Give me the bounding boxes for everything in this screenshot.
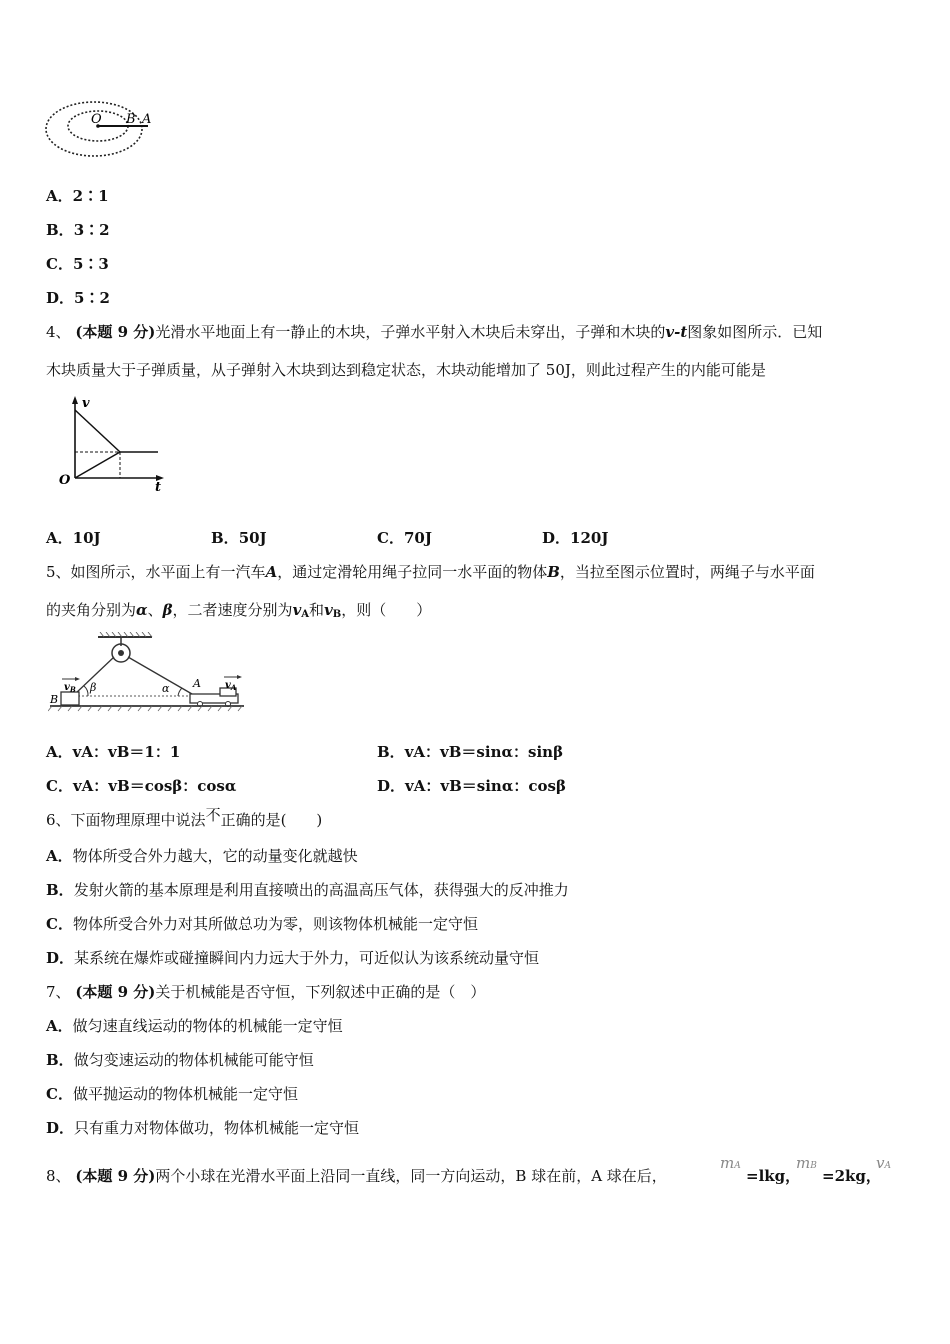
q3-option-d: D．5∶2 bbox=[46, 289, 110, 307]
q6-option-a: A．物体所受合外力越大，它的动量变化就越快 bbox=[46, 847, 358, 865]
q3-option-b: B．3∶2 bbox=[46, 221, 110, 239]
vt-graph bbox=[56, 394, 168, 494]
q8-velocity-a-symbol: vA bbox=[876, 1154, 891, 1172]
label-alpha: α bbox=[162, 682, 170, 695]
q8-mass-b-value: =2kg， bbox=[822, 1167, 881, 1185]
q7-option-c: C．做平抛运动的物体机械能一定守恒 bbox=[46, 1085, 298, 1103]
q4-option-a: A．10J bbox=[46, 529, 101, 547]
q7-option-b: B．做匀变速运动的物体机械能可能守恒 bbox=[46, 1051, 314, 1069]
q6-option-b: B．发射火箭的基本原理是利用直接喷出的高温高压气体，获得强大的反冲推力 bbox=[46, 881, 569, 899]
q5-option-a: A．vA：vB＝1：1 bbox=[46, 743, 181, 761]
q7-option-a: A．做匀速直线运动的物体的机械能一定守恒 bbox=[46, 1017, 343, 1035]
q5-option-b: B．vA：vB＝sinα：sinβ bbox=[377, 743, 564, 761]
origin-label: O bbox=[59, 473, 71, 488]
q8-mass-a-value: =lkg， bbox=[746, 1167, 801, 1185]
q4-stem-line1: 4、 (本题 9 分)光滑水平地面上有一静止的木块，子弹水平射入木块后未穿出，子弹和木块的v-t图象如图所示．已知 bbox=[46, 323, 823, 341]
q5-stem-line1: 5、如图所示，水平面上有一汽车A，通过定滑轮用绳子拉同一水平面的物体B，当拉至图示位置时，两绳子与水平面 bbox=[46, 563, 815, 581]
pulley-figure bbox=[48, 632, 248, 718]
orbit-figure bbox=[44, 100, 156, 160]
q7-option-d: D．只有重力对物体做功，物体机械能一定守恒 bbox=[46, 1119, 360, 1137]
label-va: $v_A$ bbox=[225, 680, 237, 692]
label-o: O bbox=[91, 112, 102, 127]
label-vb: $v_B$ bbox=[64, 682, 76, 694]
q6-option-c: C．物体所受合外力对其所做总功为零，则该物体机械能一定守恒 bbox=[46, 915, 478, 933]
q5-option-c: C．vA：vB＝cosβ：cosα bbox=[46, 777, 237, 795]
q6-stem: 6、下面物理原理中说法不正确的是( ) bbox=[46, 806, 323, 829]
axis-label-t: t bbox=[155, 480, 162, 494]
label-a: A bbox=[193, 677, 201, 690]
q4-stem-line2: 木块质量大于子弹质量，从子弹射入木块到达到稳定状态，木块动能增加了 50J，则此过程产生的内能可能是 bbox=[46, 361, 766, 379]
q7-stem: 7、 (本题 9 分)关于机械能是否守恒，下列叙述中正确的是（ ） bbox=[46, 983, 486, 1001]
q8-stem: 8、 (本题 9 分)两个小球在光滑水平面上沿同一直线，同一方向运动，B 球在前，A 球在后， bbox=[46, 1167, 667, 1185]
q4-option-c: C．70J bbox=[377, 529, 432, 547]
q4-option-b: B．50J bbox=[211, 529, 267, 547]
axis-label-v: v bbox=[82, 396, 90, 411]
q3-option-a: A．2∶1 bbox=[46, 187, 109, 205]
q4-option-d: D．120J bbox=[542, 529, 609, 547]
label-beta: β bbox=[90, 681, 97, 694]
label-b: B bbox=[50, 693, 59, 706]
q5-option-d: D．vA：vB＝sinα：cosβ bbox=[377, 777, 566, 795]
q8-mass-a-symbol: mA bbox=[720, 1154, 741, 1172]
label-a: A bbox=[142, 112, 152, 127]
q5-stem-line2: 的夹角分别为α、β，二者速度分别为$v_A$和$v_B$，则（ ） bbox=[46, 601, 432, 620]
q3-option-c: C．5∶3 bbox=[46, 255, 109, 273]
q6-option-d: D．某系统在爆炸或碰撞瞬间内力远大于外力，可近似认为该系统动量守恒 bbox=[46, 949, 540, 967]
q8-mass-b-symbol: mB bbox=[796, 1154, 817, 1172]
label-b: B bbox=[126, 112, 136, 127]
